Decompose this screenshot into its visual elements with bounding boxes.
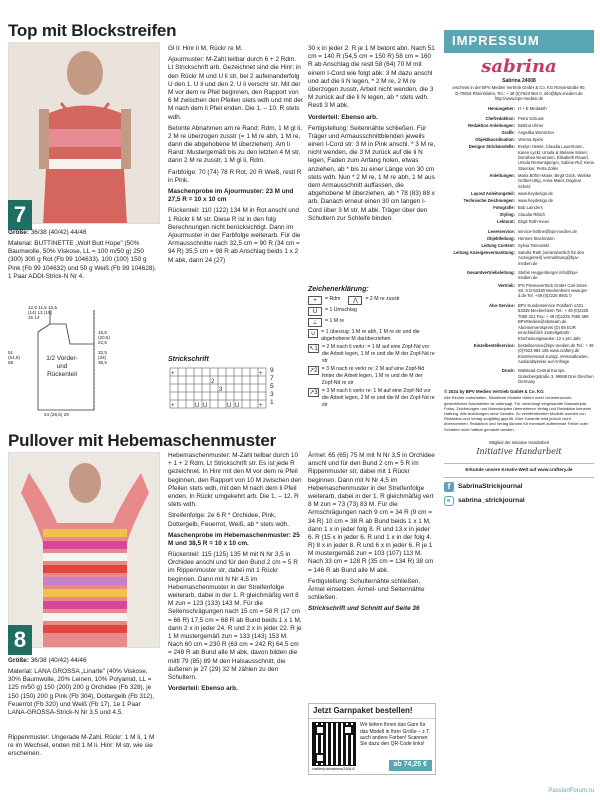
impressum-row-key: Gesamtvertriebsleitung:: [466, 270, 515, 275]
size-value: 36/38 (40/42) 44/46: [30, 229, 87, 236]
promo-code: crafitery.de/sabrina/2408-8: [312, 767, 355, 772]
svg-text:U: U: [235, 403, 240, 409]
impressum-row: [444, 270, 594, 281]
chart-row-numbers: 9 7 5 3 1: [270, 367, 274, 406]
section1-col2: Gl li: Hinr li M, Rückr re M. Ajourmuster: M-Zahl teilbar durch 6 + 2 Rdm. Lt Strickschrift arb. Gezeichnet sind die Hinr; in den Rückr M und U li str, bei 2 aufeinanderfolg U den 1. U li und den 2. U li verschr str. Mit der M vor dem re Pfeil beginnen, den Rapport von 6 M zwischen den Pfeilen stets wdh und mit der M nach dem li Pfeil enden. Die 1. – 10. R stets wdh. Betonte Abnahmen am re Rand: Rdm, 1 M gl li, 2 M re überzogen zusstr (= 1 M re abh, 1 M re, dann die abgehobene M überziehen). Am li Rand: Mustergemäß bis zu den letzten 4 M str, dann 2 M re zusstr, 1 M gl li, Rdm. Farbfolge: 70 (74) 78 R Rot, 20 R Weiß, restl R in Pink. Maschenprobe im Ajourmuster: 23 M und 27,5 R = 10 x 10 cm Rückenteil: 110 (122) 134 M in Rot anschl und 1 Rückr li M str. Diese R ist in den folg Berechnungen nicht berücksichtigt. Dann im Ajourmuster in der Farbfolge weiterarb. Für die Armausschnitte nach 32,5 cm = 90 R (34 cm = 94 R) 35,5 cm = 98 R ab Anschlag beids 1 x 2 M abk, dann 24 (27): [168, 45, 303, 264]
svg-text:+: +: [171, 403, 175, 409]
size-block: [8, 657, 158, 665]
impressum-row: [444, 205, 594, 210]
impressum-row: [444, 106, 594, 111]
instagram-link[interactable]: sabrina_strickjournal: [444, 496, 594, 506]
svg-text:3: 3: [219, 387, 223, 393]
impressum-row-value: Sandra Rath (verantwortlich für den Anzeigenteil) vermarktung@bpv-medien.de: [518, 249, 585, 266]
svg-text:U: U: [203, 403, 208, 409]
impressum-row-key: Druck:: [501, 368, 515, 374]
impressum-row-value: Claudia Rittich: [518, 212, 545, 217]
svg-text:U: U: [195, 403, 200, 409]
size-label: Größe:: [8, 657, 29, 664]
impressum-row: [444, 130, 594, 135]
impressum-row: [444, 243, 594, 248]
legend-item: ↗2 = 3 M nach re verkr re: 2 M auf eine Zopf-Nd hinter die Arbeit legen, 1 M re und die M der Zopf-Nd re str: [309, 366, 425, 386]
sabrina-logo: sabrina: [481, 55, 557, 77]
member-note: Mitglied der Initiative Handarbeit: [489, 439, 549, 445]
impressum-row-key: Anleitungen:: [489, 172, 515, 178]
rib-pattern-text: Rippenmuster: Ungerade M-Zahl. Rückr: 1 M li, 1 M re im Wechsel, enden mit 1 M li. Hinr: M str, wie sie erscheinen.: [8, 734, 155, 758]
schematic-dim-left: 51 (54,5) 58: [8, 350, 21, 366]
impressum-row: [444, 368, 594, 384]
impressum-row-value: Angelika Wünscher: [518, 129, 555, 135]
legend-item: + = Rdm ⋀ = 2 M re zusstr: [308, 296, 436, 305]
svg-text:+: +: [259, 403, 263, 409]
impressum-row-key: Leserservice:: [487, 228, 515, 234]
publisher-info: erscheint in der BPV Medien Vertrieb GmbH & Co. KG Römerstraße 90, D-79618 Rheinfelden, Tel.: + 49 (0)7623 964 0, info@bpv-medien.de http://www.bpv-medien.de: [452, 85, 586, 101]
impressum-row-key: Abo-Service:: [489, 302, 515, 308]
instagram-icon: [444, 496, 454, 506]
legend: [308, 296, 436, 410]
initiative-handarbeit-logo: Initiative Handarbeit: [476, 447, 562, 457]
size-block: [8, 229, 158, 237]
stitch-chart: [168, 366, 278, 410]
shop-link[interactable]: Erkunde unsere Kreativ-Welt auf www.craftery.de: [465, 467, 573, 473]
impressum-row-value: Walstead Central Europe, Gutenbergstraße 3, 99869 Drei Gleichen Germany: [518, 368, 594, 385]
impressum-row-value: Bob Lainders: [518, 204, 543, 210]
model-number-badge: 7: [8, 200, 32, 230]
impressum-row-value: Bettina Ulmer: [518, 122, 544, 128]
legend-item: ↗3 = 3 M nach li verkr re: 1 M auf eine Zopf-Nd vor die Arbeit legen, 2 M re und die M der Zopf-Nd re str: [309, 388, 435, 408]
impressum-row-key: Leitung Anzeigenvermarktung:: [453, 249, 515, 255]
impressum-row-key: Einzelbestellservice:: [473, 342, 515, 348]
impressum-row: [444, 229, 594, 234]
impressum-row-value: bestellservice@bpv-medien.de Tel.: + 49 (0)7623 964 155 www.craftery.de Einzelversand zuzügl. Versandkosten. Auslandspreise auf Anfrage: [518, 342, 594, 364]
impressum-row-value: Stefan Heggenberger info@bpv-medien.de: [518, 270, 579, 281]
impressum-row-value: service-hotline@bpv-medien.de: [518, 228, 577, 234]
qr-code-icon[interactable]: [312, 722, 356, 766]
issue-number: Sabrina 24008: [502, 77, 536, 84]
impressum-row: [444, 343, 594, 365]
top-model-photo: [8, 42, 160, 224]
impressum-row-key: Herausgeber:: [488, 106, 515, 112]
section1-col3: 30 x in jeder 2. R je 1 M betont abn. Nach 51 cm = 140 R (54,5 cm = 150 R) 58 cm = 160 R ab Anschlag die restl 58 (64) 70 M mit einem I-Cord wie folgt abk: 3 M dazu anschl und auf die li N legen, * 2 M re, 2 M re überzogen zusstr, Arbeit nicht wenden, die 3 M zurück auf die li N legen, ab * stets wdh. Restl 3 M abk. Vorderteil: Ebenso arb. Fertigstellung: Seitennähte schließen. Für Träger und Armausschnittblenden jeweils einen I-Cord str: 3 M in Pink anschl. * 3 M re, nicht wenden, die 3 M zurück auf die li N legen, Faden zum Anfang holen, etwas anziehen, ab * bis zu einer Länge von 30 cm stets wdh. Nun * 2 M re, 1 M re abh, 1 M aus dem Armausschnitt auffassen, die abgehobene M überziehen, ab * 78 (83) 88 x arb. Danach erneut einen 30 cm langen I-Cord über 3 M str. M abk. Träger über den Schultern zur Schleife binden.: [308, 45, 436, 222]
section2-title: Pullover mit Hebemaschenmuster: [8, 431, 276, 450]
pullover-model-photo: [8, 452, 160, 648]
impressum-row-key: Layout Anleitungsteil:: [471, 190, 515, 196]
impressum-row: [444, 303, 594, 341]
impressum-credits: [444, 106, 594, 384]
impressum-title: IMPRESSUM: [444, 30, 594, 53]
section2-col3: Ärmel: 65 (65) 75 M mit N Nr 3,5 in Orchidee anschl und für den Bund 2 cm = 5 R im Rippenmuster str, dabei mit 1 Rückr beginnen. Dann mit N Nr 4,5 im Hebemaschenmuster in der Streifenfolge weiterarb, dabei in der 1. R gleichmäßig vert 8 M zun = 73 (73) 83 M. Für die Armschrägungen nach 9 cm = 34 R (9 cm = 34 R) 10 cm = 38 R ab Bund beids 1 x 1 M, dann 1 x in jeder folg 8. R und 13 x in jeder 6. R (15 x in jeder 6. R und 1 x in der folg 4. R) 8 x in jeder 8. R und 6 x in jeder 6. R je 1 M mustergemäß zun = 103 (107) 113 M. Nach 33 cm = 128 R (35 cm = 134 R) 38 cm = 146 R ab Bund alle M abk. Fertigstellung: Schulternähte schließen. Ärmel einsetzen. Ärmel- und Seitennähte schließen. Strickschrift und Schnitt auf Seite 36: [308, 452, 435, 613]
impressum-row-value: Petra Schurar: [518, 115, 544, 121]
impressum-row-key: Grafik:: [501, 129, 515, 135]
model-number-badge: 8: [8, 625, 32, 655]
impressum-row-value: Sylvia Tarnowski: [518, 242, 549, 248]
facebook-link[interactable]: f SabrinaStrickjournal: [444, 482, 594, 492]
impressum-row: [444, 236, 594, 241]
impressum-row: [444, 116, 594, 121]
impressum-row: [444, 198, 594, 203]
impressum-row: [444, 123, 594, 128]
yarn-promo-box[interactable]: [308, 703, 436, 775]
impressum-panel: [444, 30, 594, 790]
legend-title: Zeichenerklärung:: [308, 286, 369, 293]
impressum-row-key: Chefredaktion:: [485, 115, 515, 121]
chart-title: Strickschrift: [168, 356, 209, 363]
impressum-row: [444, 219, 594, 224]
impressum-row-key: Vertrieb:: [498, 282, 515, 288]
section2-col2: Hebemaschenmuster: M-Zahl teilbar durch 10 + 1 + 2 Rdm. Lt Strickschrift str. Es ist jede R gezeichnet. In Hinr mit den M vor dem re Pfeil beginnen, den Rapport von 10 M zwischen den Pfeilen stets wdh, mit den M nach dem li Pfeil enden. In Rückr umgekehrt arb. Die 1. – 12. R stets wdh. Streifenfolge: 2e 6 R * Orchidee, Pink, Dottergelb, Feuerrot, Weiß, ab * stets wdh. Maschenprobe im Hebemaschenmuster: 25 M und 38,5 R = 10 x 10 cm. Rückenteil: 115 (125) 135 M mit N Nr 3,5 in Orchidee anschl und für den Bund 2 cm = 5 R im Rippenmuster str, dabei mit 1 Rückr beginnen. Dann mit N Nr 4,5 im Hebemaschenmuster in der Streifenfolge weiterarb, dabei in der 1. R gleichmäßig vert 8 M zun = 123 (133) 143 M. Für die Seitenschrägungen nach 15 cm = 58 R (17 cm = 66 R) 17,5 cm = 68 R ab Bund beids 1 x 1 M, dann 2 x in jeder 24. R und 2 x in jeder 22. R je 1 M mustergemäß zun = 133 (143) 153 M. Nach 60 cm = 230 R (63 cm = 242 R) 64,5 cm = 248 R ab Bund alle M abk, davon bilden die mittl 79 (85) 89 M den Halsausschnitt, die äußeren je 27 (29) 32 M zählen zu den Schultern. Vorderteil: Ebenso arb.: [168, 452, 302, 693]
legend-item: U = 1 Umschlag: [308, 307, 436, 316]
impressum-row: [444, 250, 594, 266]
impressum-row-key: Styling:: [499, 212, 515, 217]
size-label: Größe:: [8, 229, 29, 236]
impressum-row-value: www.heydesign.de: [518, 190, 553, 196]
impressum-row-key: Designs Strickmodelle:: [468, 144, 515, 150]
size-value: 36/38 (40/42) 44/46: [30, 657, 87, 664]
impressum-row-key: Technische Zeichnungen:: [463, 197, 515, 203]
impressum-row-value: BPV Kundenservice Postfach 1331 53335 Meckenheim Tel.: + 49 (0)2225 7085 321 Fax: + 49 (0)2225 7085 399 BPVMedien@aboteam.de Abonnementspreis (D) 68 EUR einschließlich Zustellgebühr Erscheinungsweise: 12 x pro Jahr: [518, 302, 589, 341]
impressum-row-value: H + E Medweth: [518, 106, 547, 112]
material-text: Material: BUTTINETTE „Wolf Butt Hope" (50% Baumwolle, 50% Viskose, LL = 100 m/50 g) 250 (300) 300 g Rot (Fb 99 104633), 100 (100) 150 g Pink (Fb 99 104632) und 50 g Weiß (Fb 99 104628). 1 Paar ADDI-Strick-N Nr 4.: [8, 240, 157, 280]
watermark: PassionForum.ru: [548, 788, 594, 795]
legend-item: ↖1 = 2 M nach li verkr: = 1 M auf eine Zopf-Nd vor die Arbeit legen, 1 M re und die M der Zopf-Nd re str: [309, 344, 435, 364]
impressum-row-key: Redaktion Anleitungen:: [468, 122, 515, 128]
svg-text:U: U: [227, 403, 232, 409]
impressum-row: [444, 173, 594, 189]
schematic-dim-right: 18,5 (20,5) 22,5 32,5 (34) 35,5: [98, 330, 111, 366]
schematic-label: 1/2 Vorder- und Rückenteil: [46, 355, 78, 379]
impressum-row: [444, 144, 594, 171]
legend-item: ⊥ = 1 M re: [308, 318, 436, 327]
legal-notice: Alle Rechte vorbehalten. Sämtliche Modelle dürfen unter Urheberschutz, gewerbliches Nachstellen ist untersagt. Für unverlangt eingesandte Manuskripte, Fotos, Zeichnungen und Manuskripten übernehmen Verlag und Redaktion keinerlei Haftung. Alle Anleitungen ohne Gewähr. Zu veröffentlichten Modelle wurden von Redaktion und Verlag sorgfältig geprüft. Eine Garantie wird jedoch nicht übernommen. Redaktion und Verlag können für eventuell auftretende Fehler oder Schäden nicht haftbar gemacht werden.: [444, 395, 592, 432]
facebook-icon: f: [444, 482, 454, 492]
schematic-dim-bottom: 24 (26,5) 29: [44, 412, 69, 417]
impressum-row-value: IPS Pressevertrieb GmbH Carl-Zeiss-Str. 5 D-53340 Meckenheim www.ips-d.de Tel. +49 (0)2225 8801 0: [518, 282, 588, 299]
impressum-row-key: Lektorat:: [497, 219, 515, 225]
impressum-row-value: Birgit Roth-Inewi: [518, 219, 549, 225]
promo-title: Jetzt Garnpaket bestellen!: [309, 704, 435, 719]
impressum-row-value: www.heydesign.de: [518, 197, 553, 203]
svg-text:+: +: [171, 371, 175, 377]
impressum-row-key: Fotografie:: [493, 204, 515, 210]
impressum-row-value: Evelyn Hesse, Claudia Lauermann, Karen Lyckt, Ursula & Melanie Moser, Dorothea Neumann, Elisabeth Rauert, Ursula Remensperger, Sabine Ruf, Keria Stoecker, Petra Zoller: [518, 144, 594, 171]
impressum-row: [444, 283, 594, 299]
impressum-row: [444, 212, 594, 217]
promo-text: Wir liefern Ihnen das Garn für das Modell in Ihrer Größe – z.T. auch andere Farben! Scannen Sie dazu den QR-Code links!: [360, 722, 431, 748]
svg-text:2: 2: [211, 379, 215, 385]
copyright: © 2024 by BPV Medien Vertrieb GmbH & Co. KG: [444, 388, 544, 394]
impressum-row-key: Leitung Content:: [481, 242, 515, 248]
section1-title: Top mit Blockstreifen: [8, 21, 177, 40]
legend-item: ∪ = 1 überzug: 1 M re abh, 1 M re str und die abgehobene M darüberziehen: [308, 329, 436, 342]
impressum-row: [444, 191, 594, 196]
impressum-row-value: Maria Böhm-Maier, Birgit Gück, Wiebke Gröbel-Uttig, Anna Maier, Dagmar Schelz: [518, 172, 592, 189]
promo-price[interactable]: ab 74,25 €: [389, 760, 432, 771]
material-text: Material: LANA GROSSA „Linarte" (40% Viskose, 30% Baumwolle, 20% Leinen, 10% Polyamid, LL = 125 m/50 g) 150 (200) 200 g Orchidee (Fb 328), je 150 (150) 200 g Pink (Fb 304), Dottergelb (Fb 312), Feuerrot (Fb 320) und Weiß (Fb 17). 1e 1 Paar LANA-GROSSA-Strick-N Nr 3,5 und 4,5.: [8, 668, 154, 716]
impressum-row-key: Objektkoordination:: [475, 137, 515, 142]
impressum-row-key: Objektleitung:: [486, 235, 515, 241]
svg-text:+: +: [259, 371, 263, 377]
schematic-dim-top: 12,5 11,5 12,5 (14) 13 (15) 15 14: [28, 305, 58, 321]
impressum-row-value: Hennes Stockmann: [518, 235, 555, 241]
impressum-row-value: Verena Spies: [518, 137, 543, 142]
impressum-row: [444, 137, 594, 142]
